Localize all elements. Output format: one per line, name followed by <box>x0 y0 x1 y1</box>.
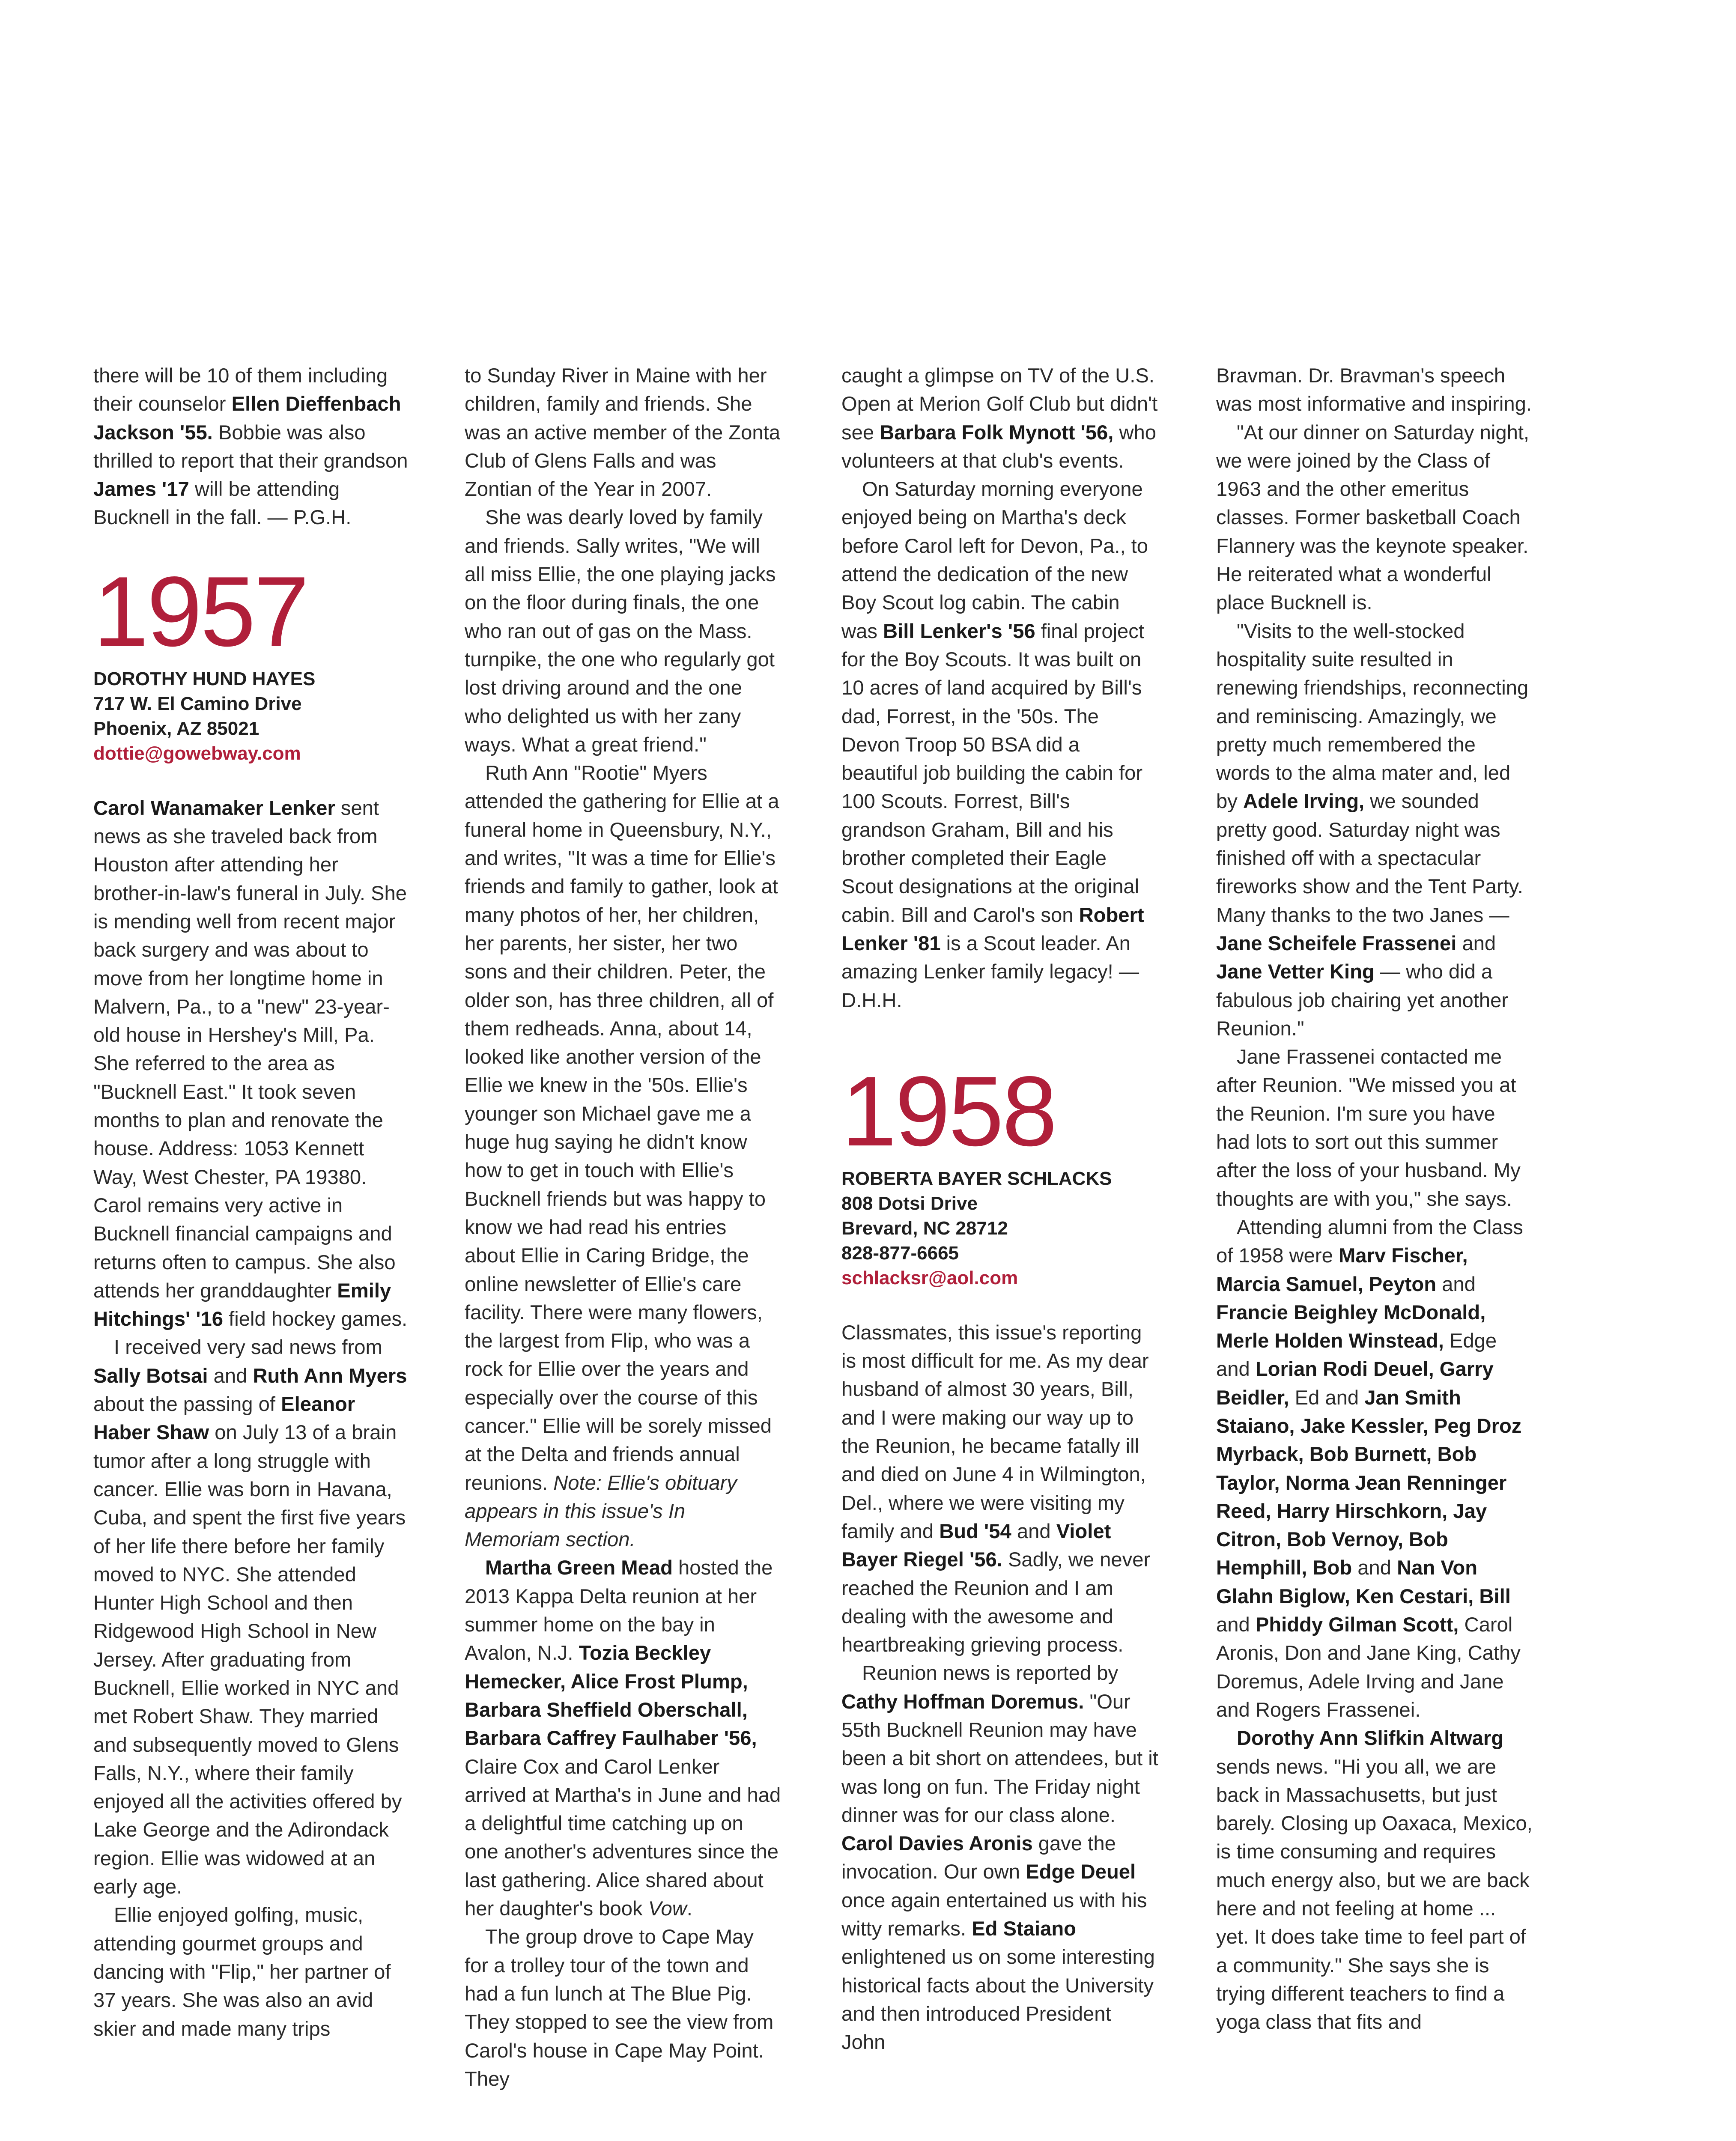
paragraph: Ellie enjoyed golfing, music, attending gourmet groups and dancing with "Flip," her partner of 37 years. She was also an avid skier and made many trips <box>93 1904 391 2040</box>
column-3 <box>841 362 1158 2057</box>
correspondent-street: 717 W. El Camino Drive <box>93 693 302 714</box>
paragraph: Classmates, this issue's reporting is most difficult for me. As my dear husband of almost 30 years, Bill, and I were making our way up to the Reunion, he became fatally ill and died on June 4 in Wilmington, Del., where we were visiting my family and Bud '54 and Violet Bayer Riegel '56. Sadly, we never reached the Reunion and I am dealing with the awesome and heartbreaking grieving process. <box>841 1321 1151 1657</box>
column-4 <box>1216 362 1533 2037</box>
correspondent-city: Phoenix, AZ 85021 <box>93 718 260 739</box>
column-2 <box>465 362 781 2093</box>
correspondent-street: 808 Dotsi Drive <box>841 1193 978 1214</box>
paragraph: Ruth Ann "Rootie" Myers attended the gathering for Ellie at a funeral home in Queensbury, N.Y., and writes, "It was a time for Ellie's friends and family to gather, look at many photos of her, her children, her parents, her sister, her two sons and their children. Peter, the older son, has three children, all of them redheads. Anna, about 14, looked like another version of the Ellie we knew in the '50s. Ellie's younger son Michael gave me a huge hug saying he didn't know how to get in touch with Ellie's Bucknell friends but was happy to know we had read his entries about Ellie in Caring Bridge, the online newsletter of Ellie's care facility. There were many flowers, the largest from Flip, who was a rock for Ellie over the years and especially over the course of this cancer." Ellie will be sorely missed at the Delta and friends annual reunions. Note: Ellie's obituary appears in this issue's In Memoriam section. <box>465 762 779 1551</box>
paragraph: Jane Frassenei contacted me after Reunion. "We missed you at the Reunion. I'm sure you have had lots to sort out this summer after the loss of your husband. My thoughts are with you," she says. <box>1216 1046 1521 1211</box>
correspondent-name: DOROTHY HUND HAYES <box>93 668 316 689</box>
correspondent-email[interactable]: schlacksr@aol.com <box>841 1267 1018 1288</box>
paragraph: Reunion news is reported by Cathy Hoffman Doremus. "Our 55th Bucknell Reunion may have been a bit short on attendees, but it was long on fun. The Friday night dinner was for our class alone. Carol Davies Aronis gave the invocation. Our own Edge Deuel once again entertained us with his witty remarks. Ed Staiano enlightened us on some interesting historical facts about the University and then introduced President John <box>841 1662 1158 2054</box>
paragraph: "At our dinner on Saturday night, we were joined by the Class of 1963 and the other emeritus classes. Former basketball Coach Flannery was the keynote speaker. He reiterated what a wonderful place Bucknell is. <box>1216 421 1530 614</box>
class-correspondent-contact <box>93 667 410 766</box>
paragraph: Dorothy Ann Slifkin Altwarg sends news. "Hi you all, we are back in Massachusetts, but just barely. Closing up Oaxaca, Mexico, is time consuming and requires much energy also, but we are back here and not feeling at home ... yet. It does take time to feel part of a community." She says she is trying different teachers to find a yoga class that fits and <box>1216 1727 1533 2034</box>
paragraph: caught a glimpse on TV of the U.S. Open at Merion Golf Club but didn't see Barbara Folk Mynott '56, who volunteers at that club's events. <box>841 364 1158 472</box>
paragraph: On Saturday morning everyone enjoyed being on Martha's deck before Carol left for Devon, Pa., to attend the dedication of the new Boy Scout log cabin. The cabin was Bill Lenker's '56 final project for the Boy Scouts. It was built on 10 acres of land acquired by Bill's dad, Forrest, in the '50s. The Devon Troop 50 BSA did a beautiful job building the cabin for 100 Scouts. Forrest, Bill's grandson Graham, Bill and his brother completed their Eagle Scout designations at the original cabin. Bill and Carol's son Robert Lenker '81 is a Scout leader. An amazing Lenker family legacy! — D.H.H. <box>841 478 1148 1012</box>
paragraph: I received very sad news from Sally Botsai and Ruth Ann Myers about the passing of Eleanor Haber Shaw on July 13 of a brain tumor after a long struggle with cancer. Ellie was born in Havana, Cuba, and spent the first five years of her life there before her family moved to NYC. She attended Hunter High School and then Ridgewood High School in New Jersey. After graduating from Bucknell, Ellie worked in NYC and met Robert Shaw. They married and subsequently moved to Glens Falls, N.Y., where their family enjoyed all the activities offered by Lake George and the Adirondack region. Ellie was widowed at an early age. <box>93 1336 407 1899</box>
correspondent-city: Brevard, NC 28712 <box>841 1217 1008 1239</box>
correspondent-phone: 828-877-6665 <box>841 1242 959 1264</box>
paragraph: "Visits to the well-stocked hospitality suite resulted in renewing friendships, reconnecting and reminiscing. Amazingly, we pretty much remembered the words to the alma mater and, led by Adele Irving, we sounded pretty good. Saturday night was finished off with a spectacular fireworks show and the Tent Party. Many thanks to the two Janes — Jane Scheifele Frassenei and Jane Vetter King — who did a fabulous job chairing yet another Reunion." <box>1216 620 1529 1040</box>
paragraph: Bravman. Dr. Bravman's speech was most informative and inspiring. <box>1216 364 1532 416</box>
paragraph: Carol Wanamaker Lenker sent news as she traveled back from Houston after attending her brother-in-law's funeral in July. She is mending well from recent major back surgery and was about to move from her longtime home in Malvern, Pa., to a "new" 23-year-old house in Hershey's Mill, Pa. She referred to the area as "Bucknell East." It took seven months to plan and renovate the house. Address: 1053 Kennett Way, West Chester, PA 19380. Carol remains very active in Bucknell financial campaigns and returns often to campus. She also attends her granddaughter Emily Hitchings' '16 field hockey games. <box>93 796 408 1331</box>
class-year-heading: 1957 <box>93 556 308 667</box>
correspondent-email[interactable]: dottie@gowebway.com <box>93 742 301 764</box>
class-year-heading: 1958 <box>841 1056 1056 1167</box>
paragraph: to Sunday River in Maine with her children, family and friends. She was an active member of the Zonta Club of Glens Falls and was Zontian of the Year in 2007. <box>465 364 781 501</box>
paragraph: Attending alumni from the Class of 1958 were Marv Fischer, Marcia Samuel, Peyton and Francie Beighley McDonald, Merle Holden Winstead, Edge and Lorian Rodi Deuel, Garry Beidler, Ed and Jan Smith Staiano, Jake Kessler, Peg Droz Myrback, Bob Burnett, Bob Taylor, Norma Jean Renninger Reed, Harry Hirschkorn, Jay Citron, Bob Vernoy, Bob Hemphill, Bob and Nan Von Glahn Biglow, Ken Cestari, Bill and Phiddy Gilman Scott, Carol Aronis, Don and Jane King, Cathy Doremus, Adele Irving and Jane and Rogers Frassenei. <box>1216 1216 1523 1721</box>
class-correspondent-contact <box>841 1166 1158 1291</box>
paragraph: The group drove to Cape May for a trolley tour of the town and had a fun lunch at The Blue Pig. They stopped to see the view from Carol's house in Cape May Point. They <box>465 1926 774 2090</box>
paragraph: She was dearly loved by family and friends. Sally writes, "We will all miss Ellie, the one playing jacks on the floor during finals, the one who ran out of gas on the Mass. turnpike, the one who regularly got lost driving around and the one who delighted us with her zany ways. What a great friend." <box>465 506 776 756</box>
correspondent-name: ROBERTA BAYER SCHLACKS <box>841 1168 1112 1189</box>
paragraph: there will be 10 of them including their counselor Ellen Dieffenbach Jackson '55. Bobbie was also thrilled to report that their grandson James '17 will be attending Bucknell in the fall. — P.G.H. <box>93 364 408 529</box>
paragraph: Martha Green Mead hosted the 2013 Kappa Delta reunion at her summer home on the bay in Avalon, N.J. Tozia Beckley Hemecker, Alice Frost Plump, Barbara Sheffield Oberschall, Barbara Caffrey Faulhaber '56, Claire Cox and Carol Lenker arrived at Martha's in June and had a delightful time catching up on one another's adventures since the last gathering. Alice shared about her daughter's book Vow. <box>465 1557 781 1920</box>
column-1 <box>93 362 410 2043</box>
